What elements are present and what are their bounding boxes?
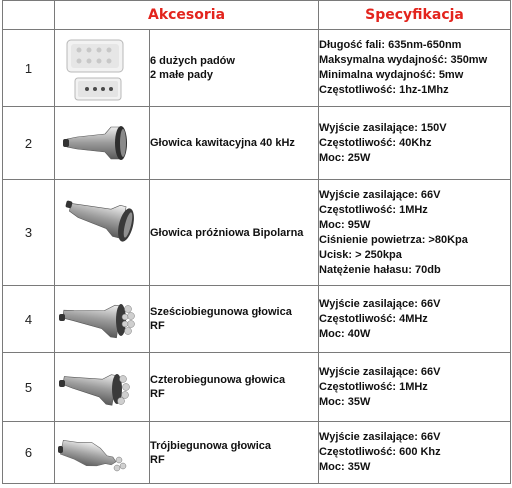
accessory-name-line: Czterobiegunowa głowica xyxy=(150,374,286,386)
spec-line: Ucisk: > 250kpa xyxy=(319,248,402,261)
accessory-name xyxy=(150,30,319,107)
number-header xyxy=(3,1,55,30)
cavitation-head-image xyxy=(55,107,150,180)
spec-line: Częstotliwość: 1hz-1Mhz xyxy=(319,84,449,96)
accessory-name xyxy=(150,422,319,484)
accessory-name-line: Trójbiegunowa głowica xyxy=(150,439,272,452)
six-pole-rf-head-image xyxy=(55,286,150,353)
accessory-name-line: Głowica próżniowa Bipolarna xyxy=(150,226,304,239)
spec-line: Ciśnienie powietrza: >80Kpa xyxy=(319,233,468,246)
spec-line: Wyjście zasilające: 66V xyxy=(319,297,441,310)
table-header-row xyxy=(3,1,511,30)
spec-line: Wyjście zasilające: 150V xyxy=(319,121,447,134)
row-number: 6 xyxy=(3,422,55,484)
table-row xyxy=(3,107,511,180)
accessory-name-line: 6 dużych padów xyxy=(150,55,235,67)
accessory-name-line: Głowica kawitacyjna 40 kHz xyxy=(150,137,295,149)
spec-line: Długość fali: 635nm-650nm xyxy=(319,39,462,51)
spec-list xyxy=(319,353,511,422)
accessory-spec-table xyxy=(2,0,511,484)
spec-line: Minimalna wydajność: 5mw xyxy=(319,69,464,81)
electrode-pads-image xyxy=(55,30,150,107)
accessory-name-line: RF xyxy=(150,320,165,332)
four-pole-rf-head-image xyxy=(55,353,150,422)
spec-line: Częstotliwość: 1MHz xyxy=(319,380,428,393)
spec-list xyxy=(319,286,511,353)
accessory-name xyxy=(150,286,319,353)
accessory-name-line: Sześciobiegunowa głowica xyxy=(150,306,292,318)
spec-header: Specyfikacja xyxy=(319,1,511,30)
table-row xyxy=(3,30,511,107)
row-number: 3 xyxy=(3,180,55,286)
spec-line: Maksymalna wydajność: 350mw xyxy=(319,54,488,66)
row-number: 5 xyxy=(3,353,55,422)
spec-line: Częstotliwość: 600 Khz xyxy=(319,446,441,458)
three-pole-rf-head-image xyxy=(55,422,150,484)
accessory-name xyxy=(150,180,319,286)
row-number: 4 xyxy=(3,286,55,353)
spec-line: Moc: 35W xyxy=(319,461,371,473)
accessory-name-line: 2 małe pady xyxy=(150,69,213,81)
spec-line: Częstotliwość: 1MHz xyxy=(319,203,428,216)
table-row xyxy=(3,422,511,484)
row-number: 2 xyxy=(3,107,55,180)
spec-line: Wyjście zasilające: 66V xyxy=(319,365,441,378)
table-row xyxy=(3,180,511,286)
spec-line: Moc: 25W xyxy=(319,151,371,164)
spec-line: Wyjście zasilające: 66V xyxy=(319,188,441,201)
table-row xyxy=(3,353,511,422)
spec-list xyxy=(319,30,511,107)
spec-line: Moc: 35W xyxy=(319,395,371,408)
spec-line: Moc: 40W xyxy=(319,327,371,340)
table-row xyxy=(3,286,511,353)
accessory-name xyxy=(150,107,319,180)
spec-list xyxy=(319,180,511,286)
spec-list xyxy=(319,107,511,180)
spec-line: Wyjście zasilające: 66V xyxy=(319,431,441,443)
bipolar-vacuum-head-image xyxy=(55,180,150,286)
row-number: 1 xyxy=(3,30,55,107)
spec-line: Częstotliwość: 40Khz xyxy=(319,136,432,149)
accessory-name xyxy=(150,353,319,422)
accessory-name-line: RF xyxy=(150,388,165,400)
accessory-name-line: RF xyxy=(150,453,165,466)
spec-list xyxy=(319,422,511,484)
spec-line: Natężenie hałasu: 70db xyxy=(319,263,441,276)
accessory-header: Akcesoria xyxy=(55,1,319,30)
spec-line: Częstotliwość: 4MHz xyxy=(319,312,428,325)
spec-line: Moc: 95W xyxy=(319,218,371,231)
